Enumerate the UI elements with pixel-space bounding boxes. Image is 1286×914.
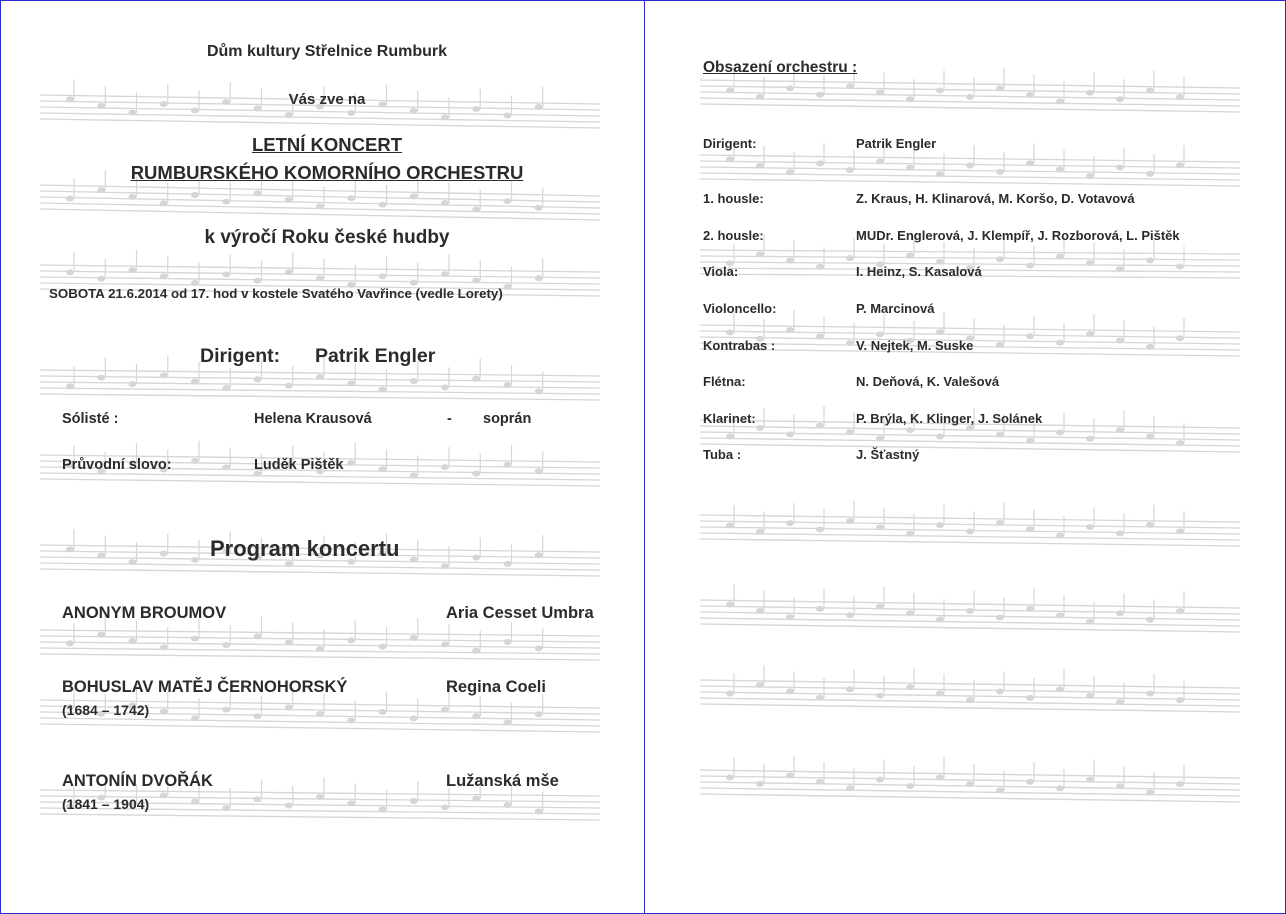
conductor-name: Patrik Engler [315,345,436,367]
roster-instrument: Kontrabas : [703,338,776,353]
soloist-name: Helena Krausová [254,411,372,427]
narration-label: Průvodní slovo: [62,457,172,473]
roster-players: Patrik Engler [856,136,937,151]
program-composer: ANONYM BROUMOV [62,604,227,622]
concert-title: LETNÍ KONCERT [251,134,403,155]
program-years: (1684 – 1742) [62,702,150,718]
roster-instrument: 2. housle: [703,228,764,243]
invite-line: Vás zve na [288,91,366,108]
roster-instrument: Klarinet: [703,411,756,426]
conductor-label: Dirigent: [200,345,281,367]
roster-players: I. Heinz, S. Kasalová [856,264,982,279]
roster-instrument: Dirigent: [703,136,757,151]
roster-players: J. Šťastný [856,447,920,462]
roster-players: MUDr. Englerová, J. Klempíř, J. Rozborová, L. Pištěk [856,228,1180,243]
program-years: (1841 – 1904) [62,796,150,812]
program-work: Regina Coeli [446,678,546,696]
roster-players: Z. Kraus, H. Klinarová, M. Koršo, D. Votavová [856,191,1135,206]
roster-instrument: 1. housle: [703,191,764,206]
roster-instrument: Violoncello: [703,301,777,316]
program-composer: ANTONÍN DVOŘÁK [62,772,213,790]
soloist-dash: - [447,411,452,427]
date-place-line: SOBOTA 21.6.2014 od 17. hod v kostele Svatého Vavřince (vedle Lorety) [49,286,503,301]
soloists-label: Sólisté : [62,411,119,427]
narration-name: Luděk Pištěk [254,457,344,473]
roster-players: V. Nejtek, M. Suske [856,338,974,353]
roster-players: P. Brýla, K. Klinger, J. Solánek [856,411,1043,426]
program-work: Lužanská mše [446,772,559,790]
roster-players: N. Deňová, K. Valešová [856,374,1000,389]
orchestra-title: RUMBURSKÉHO KOMORNÍHO ORCHESTRU [130,162,524,183]
roster-instrument: Flétna: [703,374,746,389]
soloist-role: soprán [483,411,532,427]
occasion-line: k výročí Roku české hudby [204,227,450,248]
program-heading: Program koncertu [210,536,400,561]
venue-line: Dům kultury Střelnice Rumburk [206,43,448,60]
orchestra-heading: Obsazení orchestru : [703,59,858,76]
roster-instrument: Viola: [703,264,739,279]
roster-instrument: Tuba : [703,447,742,462]
program-composer: BOHUSLAV MATĚJ ČERNOHORSKÝ [62,678,348,696]
roster-players: P. Marcinová [856,301,935,316]
program-work: Aria Cesset Umbra [446,604,594,622]
